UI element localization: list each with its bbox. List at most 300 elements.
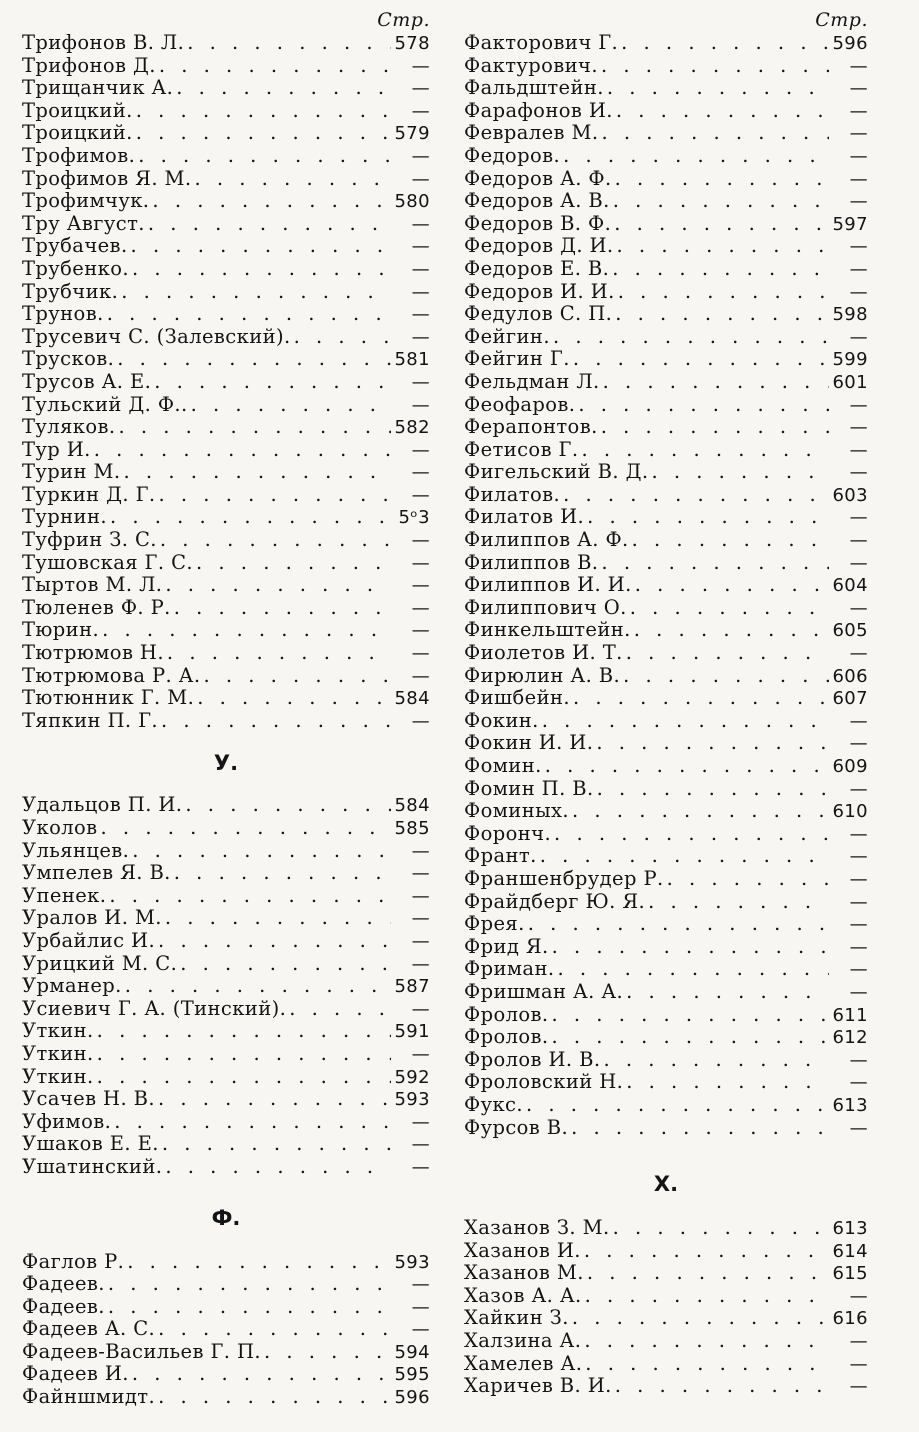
entry-page-number: — <box>849 868 868 890</box>
entry-page-number: — <box>411 552 430 574</box>
entry-name: Туркин Д. Г. <box>22 483 156 506</box>
entry-name: Хайкин З. <box>464 1307 569 1330</box>
entry-page-number: — <box>411 462 430 484</box>
dot-leader <box>578 394 829 417</box>
index-entry <box>464 1285 868 1308</box>
entry-page-number: — <box>849 258 868 280</box>
entry-page-number: 592 <box>394 1066 430 1088</box>
index-entry <box>464 665 868 688</box>
dot-leader <box>585 1353 829 1376</box>
entry-name: Фролов. <box>464 1026 549 1049</box>
entry-name: Тюленев Ф. Р. <box>22 596 171 619</box>
entry-name: Усачев Н. В. <box>22 1088 155 1111</box>
entry-page-number: 582 <box>394 417 430 439</box>
entry-name: Федоров В. Ф. <box>464 212 612 235</box>
entry-name: Ульянцев. <box>22 839 130 862</box>
entry-page-number: — <box>411 1111 430 1133</box>
entry-name: Файншмидт. <box>22 1386 156 1409</box>
index-entry <box>22 529 430 552</box>
entry-page-number: 593 <box>394 1089 430 1111</box>
dot-leader <box>613 1217 829 1240</box>
dot-leader <box>587 1262 829 1285</box>
dot-leader <box>294 326 391 349</box>
entry-name: Ушатинский. <box>22 1155 163 1178</box>
entry-page-number: 593 <box>394 1251 430 1273</box>
section-h-list <box>464 1217 868 1398</box>
index-entry <box>464 936 868 959</box>
dot-leader <box>615 1375 829 1398</box>
entry-name: Филатов. <box>464 483 561 506</box>
dot-leader <box>573 348 829 371</box>
entry-name: Хазанов М. <box>464 1262 584 1285</box>
index-entry <box>22 597 430 620</box>
index-entry <box>464 303 868 326</box>
dot-leader <box>108 1273 391 1296</box>
index-entry <box>464 552 868 575</box>
index-entry <box>464 732 868 755</box>
entry-name: Ферапонтов. <box>464 416 598 439</box>
index-entry <box>464 484 868 507</box>
section-u-list <box>22 794 430 1178</box>
entry-page-number: 607 <box>832 688 868 710</box>
entry-page-number: — <box>411 1319 430 1341</box>
dot-leader <box>158 930 391 953</box>
entry-page-number: — <box>849 1353 868 1375</box>
dot-leader <box>615 168 829 191</box>
page-column-header: Стр. <box>815 9 868 31</box>
entry-name: Трифонов Д. <box>22 54 156 77</box>
dot-leader <box>196 552 391 575</box>
entry-name: Тур И. <box>22 438 91 461</box>
index-entry <box>22 1111 430 1134</box>
index-entry <box>464 597 868 620</box>
entry-name: Филиппович О. <box>464 596 627 619</box>
index-entry <box>464 55 868 78</box>
dot-leader <box>621 32 829 55</box>
dot-leader <box>97 1043 391 1066</box>
entry-page-number: — <box>411 213 430 235</box>
dot-leader <box>554 823 829 846</box>
entry-name: Тюрин. <box>22 619 100 642</box>
entry-name: Усиевич Г. А. (Тинский). <box>22 997 287 1020</box>
entry-page-number: — <box>411 575 430 597</box>
dot-leader <box>110 506 391 529</box>
index-entry <box>464 1217 868 1240</box>
entry-page-number: 597 <box>832 213 868 235</box>
entry-page-number: 611 <box>832 1004 868 1026</box>
index-entry <box>22 32 430 55</box>
index-entry <box>22 862 430 885</box>
entry-name: Фрид Я. <box>464 935 549 958</box>
index-entry <box>22 1363 430 1386</box>
entry-name: Фальдштейн. <box>464 77 604 100</box>
entry-name: Трусевич С. (Залевский). <box>22 325 291 348</box>
dot-leader <box>632 529 829 552</box>
index-entry <box>464 800 868 823</box>
dot-leader <box>165 574 391 597</box>
entry-name: Фомин П. В. <box>464 777 594 800</box>
entry-name: Трифонов В. Л. <box>22 32 185 54</box>
index-entry <box>22 1020 430 1043</box>
dot-leader <box>542 710 829 733</box>
entry-name: Форонч. <box>464 822 552 845</box>
dot-leader <box>114 1111 391 1134</box>
entry-name: Трубачев. <box>22 235 128 258</box>
entry-name: Хамелев А. <box>464 1352 583 1375</box>
index-entry <box>22 371 430 394</box>
entry-page-number: — <box>849 643 868 665</box>
entry-page-number: — <box>849 1285 868 1307</box>
entry-page-number: — <box>849 733 868 755</box>
entry-page-number: — <box>849 823 868 845</box>
dot-leader <box>635 574 829 597</box>
index-entry <box>22 1296 430 1319</box>
entry-page-number: — <box>849 936 868 958</box>
entry-name: Уколов <box>22 817 98 839</box>
entry-name: Фейгин. <box>464 325 550 348</box>
index-entry <box>464 439 868 462</box>
index-entry <box>464 958 868 981</box>
entry-name: Факторович Г. <box>464 32 619 54</box>
index-entry <box>464 1049 868 1072</box>
dot-leader <box>617 235 829 258</box>
entry-name: Уфимов. <box>22 1110 112 1133</box>
entry-name: Тютрюмов Н. <box>22 642 164 665</box>
index-entry <box>22 1043 430 1066</box>
index-entry <box>464 710 868 733</box>
entry-page-number: — <box>849 914 868 936</box>
entry-name: Уралов И. М. <box>22 907 162 930</box>
entry-page-number: 599 <box>832 349 868 371</box>
entry-page-number: — <box>849 778 868 800</box>
entry-page-number: — <box>849 123 868 145</box>
index-entry <box>22 190 430 213</box>
entry-name: Трунов. <box>22 303 104 326</box>
dot-leader <box>197 687 391 710</box>
entry-page-number: — <box>411 326 430 348</box>
index-entry <box>464 574 868 597</box>
entry-name: Фетисов Г. <box>464 438 579 461</box>
entry-name: Уткин. <box>22 1042 94 1065</box>
dot-leader <box>154 371 391 394</box>
index-entry <box>464 1353 868 1376</box>
entry-name: Фельдман Л. <box>464 370 600 393</box>
index-entry <box>22 930 430 953</box>
index-entry <box>464 755 868 778</box>
entry-name: Филатов И. <box>464 506 585 529</box>
entry-page-number: — <box>411 1296 430 1318</box>
dot-leader <box>584 1330 829 1353</box>
entry-name: Ушаков Е. Е. <box>22 1133 159 1156</box>
entry-page-number: — <box>849 439 868 461</box>
index-entry <box>464 326 868 349</box>
entry-page-number: — <box>411 597 430 619</box>
entry-name: Фадеев-Васильев Г. П. <box>22 1340 261 1363</box>
entry-page-number: 578 <box>394 33 430 54</box>
entry-page-number: — <box>849 394 868 416</box>
entry-page-number: — <box>411 236 430 258</box>
entry-name: Троицкий. <box>22 122 133 145</box>
entry-name: Трофимов Я. М. <box>22 167 192 190</box>
entry-page-number: 594 <box>394 1341 430 1363</box>
entry-name: Фрея. <box>464 913 525 936</box>
dot-leader <box>131 235 391 258</box>
dot-leader <box>107 303 391 326</box>
entry-page-number: — <box>411 1043 430 1065</box>
dot-leader <box>159 55 391 78</box>
entry-name: Фокин И. И. <box>464 732 594 755</box>
index-entry <box>22 235 430 258</box>
dot-leader <box>601 416 829 439</box>
dot-leader <box>601 552 829 575</box>
index-entry <box>464 122 868 145</box>
dot-leader <box>117 348 391 371</box>
dot-leader <box>160 529 391 552</box>
entry-name: Трофимов. <box>22 144 136 167</box>
entry-page-number: 585 <box>394 818 430 839</box>
entry-name: Фейгин Г. <box>464 348 570 371</box>
dot-leader <box>203 665 391 688</box>
entry-name: Тыртов М. Л. <box>22 574 163 597</box>
dot-leader <box>648 891 829 914</box>
entry-name: Тютрюмова Р. А. <box>22 664 201 687</box>
entry-page-number: — <box>849 891 868 913</box>
index-entry <box>464 506 868 529</box>
dot-leader <box>101 817 391 840</box>
entry-page-number: 598 <box>832 304 868 326</box>
dot-leader <box>563 145 829 168</box>
entry-page-number: — <box>411 100 430 122</box>
index-entry <box>464 981 868 1004</box>
entry-name: Турин М. <box>22 461 121 484</box>
dot-leader <box>613 190 829 213</box>
entry-page-number: 615 <box>832 1263 868 1285</box>
index-entry <box>22 953 430 976</box>
entry-page-number: — <box>411 930 430 952</box>
entry-page-number: — <box>411 484 430 506</box>
index-entry <box>464 868 868 891</box>
dot-leader <box>109 885 391 908</box>
entry-page-number: — <box>411 78 430 100</box>
dot-leader <box>601 122 829 145</box>
entry-page-number: 587 <box>394 976 430 998</box>
dot-leader <box>552 1004 829 1027</box>
dot-leader <box>626 1071 829 1094</box>
entry-page-number: — <box>849 78 868 100</box>
entry-name: Троицкий. <box>22 99 133 122</box>
dot-leader <box>545 755 829 778</box>
index-entry <box>464 1026 868 1049</box>
entry-name: Трищанчик А. <box>22 77 174 100</box>
entry-page-number: — <box>849 1331 868 1353</box>
entry-name: Трусов А. Е. <box>22 370 152 393</box>
index-entry <box>464 823 868 846</box>
entry-page-number: 596 <box>394 1387 430 1409</box>
index-entry <box>464 1240 868 1263</box>
entry-page-number: — <box>849 846 868 868</box>
entry-name: Фактурович. <box>464 54 598 77</box>
entry-name: Туфрин З. С. <box>22 529 157 552</box>
entry-name: Тульский Д. Ф.. <box>22 393 188 416</box>
entry-page-number: — <box>411 885 430 907</box>
index-entry <box>464 77 868 100</box>
index-entry <box>464 371 868 394</box>
index-entry <box>22 77 430 100</box>
entry-name: Фадеев. <box>22 1295 105 1318</box>
entry-name: Фишбейн. <box>464 687 570 710</box>
index-entry <box>464 1004 868 1027</box>
entry-name: Трусков. <box>22 348 115 371</box>
entry-page-number: — <box>411 665 430 687</box>
entry-page-number: 616 <box>832 1308 868 1330</box>
entry-page-number: — <box>411 371 430 393</box>
entry-name: Фоминых. <box>464 800 570 823</box>
entry-name: Удальцов П. И. <box>22 794 183 817</box>
entry-page-number: — <box>849 100 868 122</box>
index-entry <box>22 907 430 930</box>
index-entry <box>22 794 430 817</box>
dot-leader <box>132 1363 391 1386</box>
entry-page-number: — <box>411 168 430 190</box>
dot-leader <box>573 687 829 710</box>
entry-name: Фришман А. А. <box>464 980 624 1003</box>
dot-leader <box>571 1117 829 1140</box>
entry-name: Фриман. <box>464 958 555 981</box>
entry-page-number: — <box>849 236 868 258</box>
index-entry <box>464 1262 868 1285</box>
dot-leader <box>630 597 829 620</box>
entry-page-number: — <box>411 281 430 303</box>
entry-name: Фигельский В. Д. <box>464 461 649 484</box>
dot-leader <box>118 416 391 439</box>
index-entry <box>464 529 868 552</box>
section-heading-h: Х. <box>653 1172 679 1197</box>
entry-name: Фиолетов И. Т. <box>464 642 623 665</box>
index-entry <box>22 506 430 529</box>
dot-leader <box>176 77 391 100</box>
entry-page-number: — <box>411 394 430 416</box>
dot-leader <box>102 619 391 642</box>
entry-page-number: — <box>849 191 868 213</box>
entry-name: Федулов С. П. <box>464 303 613 326</box>
entry-page-number: — <box>849 55 868 77</box>
entry-name: Хазанов З. М. <box>464 1217 610 1240</box>
index-entry <box>22 665 430 688</box>
dot-leader <box>623 665 829 688</box>
entry-page-number: — <box>849 959 868 981</box>
entry-name: Фролов. <box>464 1003 549 1026</box>
entry-page-number: — <box>849 462 868 484</box>
dot-leader <box>158 1088 391 1111</box>
entry-page-number: 604 <box>832 575 868 597</box>
entry-page-number: 584 <box>394 688 430 710</box>
entry-name: Фадеев А. С. <box>22 1318 156 1341</box>
index-entry <box>22 461 430 484</box>
entry-page-number: — <box>411 620 430 642</box>
section-f-list-left <box>22 1251 430 1409</box>
entry-name: Тру Август. <box>22 212 145 235</box>
index-entry <box>464 213 868 236</box>
entry-page-number: — <box>849 417 868 439</box>
entry-name: Фокин. <box>464 709 539 732</box>
entry-name: Фроловский Н. <box>464 1071 624 1094</box>
entry-name: Халзина А. <box>464 1330 582 1353</box>
entry-name: Фурсов В. <box>464 1116 569 1139</box>
entry-name: Февралев М. <box>464 122 599 145</box>
entry-name: Фарафонов И. <box>464 99 613 122</box>
index-entry <box>22 840 430 863</box>
right-column <box>464 8 868 1398</box>
entry-page-number: — <box>411 643 430 665</box>
entry-page-number: — <box>411 998 430 1020</box>
entry-page-number: — <box>849 552 868 574</box>
entry-page-number: 5ᵒ3 <box>398 507 430 529</box>
entry-page-number: 613 <box>832 1218 868 1240</box>
index-entry <box>22 258 430 281</box>
index-entry <box>464 891 868 914</box>
index-entry <box>464 845 868 868</box>
entry-name: Федоров А. В. <box>464 190 610 213</box>
dot-leader <box>563 484 829 507</box>
entry-name: Упенек. <box>22 884 107 907</box>
dot-leader <box>152 190 391 213</box>
entry-name: Тушовская Г. С. <box>22 551 193 574</box>
dot-leader <box>626 981 829 1004</box>
dot-leader <box>158 1386 391 1409</box>
entry-page-number: — <box>411 439 430 461</box>
index-entry <box>22 394 430 417</box>
index-entry <box>22 145 430 168</box>
index-entry <box>464 1117 868 1140</box>
dot-leader <box>264 1341 391 1364</box>
dot-leader <box>614 213 829 236</box>
entry-page-number: — <box>411 710 430 732</box>
index-entry <box>22 1318 430 1341</box>
dot-leader <box>174 862 391 885</box>
dot-leader <box>618 281 829 304</box>
index-entry <box>464 394 868 417</box>
dot-leader <box>161 710 391 733</box>
entry-page-number: — <box>411 1156 430 1178</box>
dot-leader <box>174 597 391 620</box>
entry-page-number: — <box>411 953 430 975</box>
index-entry <box>22 998 430 1021</box>
entry-page-number: 613 <box>832 1094 868 1116</box>
index-entry <box>464 1071 868 1094</box>
entry-page-number: — <box>849 597 868 619</box>
index-entry <box>464 913 868 936</box>
left-column <box>22 8 430 1409</box>
index-entry <box>22 1386 430 1409</box>
entry-page-number: 609 <box>832 756 868 777</box>
index-entry <box>22 416 430 439</box>
entry-name: Тяпкин П. Г. <box>22 709 158 732</box>
entry-name: Филиппов В. <box>464 551 599 574</box>
index-entry <box>464 1375 868 1398</box>
entry-page-number: 614 <box>832 1240 868 1262</box>
index-entry <box>22 122 430 145</box>
entry-name: Умпелев Я. В. <box>22 862 171 885</box>
dot-leader <box>185 794 391 817</box>
entry-page-number: — <box>849 530 868 552</box>
entry-page-number: — <box>411 908 430 930</box>
dot-leader <box>132 258 391 281</box>
entry-name: Турнин. <box>22 506 107 529</box>
entry-page-number: 596 <box>832 33 868 54</box>
entry-name: Фадеев И. <box>22 1363 129 1386</box>
index-entry <box>22 439 430 462</box>
entry-name: Урбайлис И. <box>22 929 156 952</box>
